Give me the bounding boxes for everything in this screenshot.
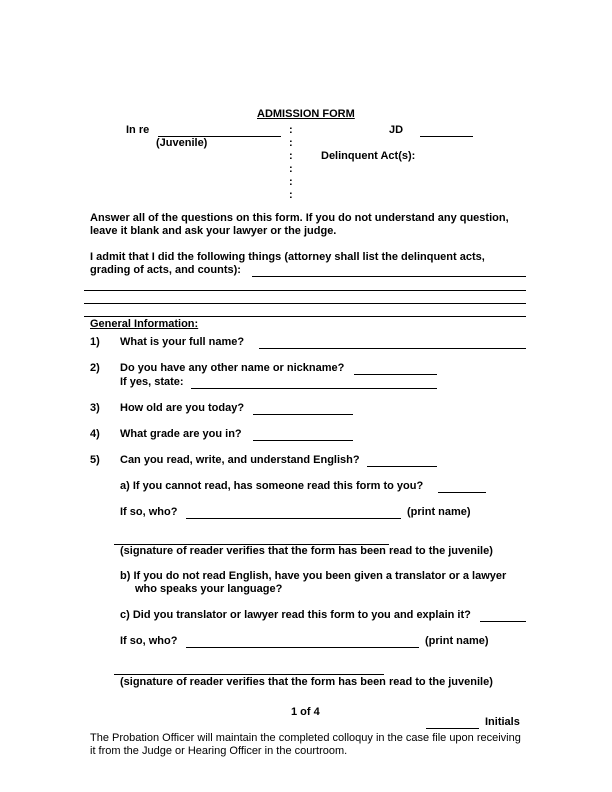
jd-label: JD [389,124,404,136]
nickname-if-yes-label: If yes, state: [120,376,184,388]
question-number: 5) [90,454,100,466]
print-name-label: (print name) [407,506,471,518]
print-name-label: (print name) [425,635,489,647]
nickname-state-field[interactable] [191,388,437,389]
intro-line-1: Answer all of the questions on this form. If you do not understand any question, [90,212,509,224]
english-answer-field[interactable] [367,466,437,467]
footer-note-line-1: The Probation Officer will maintain the completed colloquy in the case file upon receiving [90,732,521,744]
if-so-who-label: If so, who? [120,635,178,647]
colon-divider: : [289,150,293,162]
jd-number-line[interactable] [420,136,473,137]
admit-answer-line[interactable] [84,290,526,291]
colon-divider: : [289,163,293,175]
nickname-answer-field[interactable] [354,374,437,375]
question-english: Can you read, write, and understand English? [120,454,360,466]
form-title: ADMISSION FORM [257,108,355,120]
q5c-answer-field[interactable] [480,621,526,622]
question-age: How old are you today? [120,402,245,414]
translator-name-field[interactable] [186,647,419,648]
reader-name-field[interactable] [186,518,401,519]
if-so-who-label: If so, who? [120,506,178,518]
colon-divider: : [289,124,293,136]
signature-note: (signature of reader verifies that the form has been read to the juvenile) [120,545,493,557]
admit-answer-line[interactable] [84,316,526,317]
signature-note: (signature of reader verifies that the form has been read to the juvenile) [120,676,493,688]
q5a-answer-field[interactable] [438,492,486,493]
question-5c: c) Did you translator or lawyer read this form to you and explain it? [120,609,471,621]
admit-answer-line[interactable] [84,303,526,304]
colon-divider: : [289,189,293,201]
admit-line-2: grading of acts, and counts): [90,264,241,276]
question-5b-line-1: b) If you do not read English, have you been given a translator or a lawyer [120,570,507,582]
page-number: 1 of 4 [291,706,320,718]
question-number: 3) [90,402,100,414]
full-name-field[interactable] [259,348,526,349]
in-re-label: In re [126,124,150,136]
admit-line-1: I admit that I did the following things (attorney shall list the delinquent acts, [90,251,485,263]
admit-answer-line[interactable] [252,276,526,277]
question-number: 4) [90,428,100,440]
grade-field[interactable] [253,440,353,441]
question-number: 2) [90,362,100,374]
section-title: General Information: [90,318,199,330]
initials-field[interactable] [426,728,479,729]
question-5a: a) If you cannot read, has someone read this form to you? [120,480,424,492]
delinquent-acts-label: Delinquent Act(s): [321,150,416,162]
intro-line-2: leave it blank and ask your lawyer or the judge. [90,225,337,237]
colon-divider: : [289,176,293,188]
initials-label: Initials [485,716,520,728]
question-5b-line-2: who speaks your language? [135,583,283,595]
age-field[interactable] [253,414,353,415]
question-number: 1) [90,336,100,348]
colon-divider: : [289,137,293,149]
question-full-name: What is your full name? [120,336,245,348]
question-nickname: Do you have any other name or nickname? [120,362,345,374]
juvenile-label: (Juvenile) [156,137,208,149]
question-grade: What grade are you in? [120,428,242,440]
translator-signature-field[interactable] [114,674,384,675]
footer-note-line-2: it from the Judge or Hearing Officer in the courtroom. [90,745,348,757]
